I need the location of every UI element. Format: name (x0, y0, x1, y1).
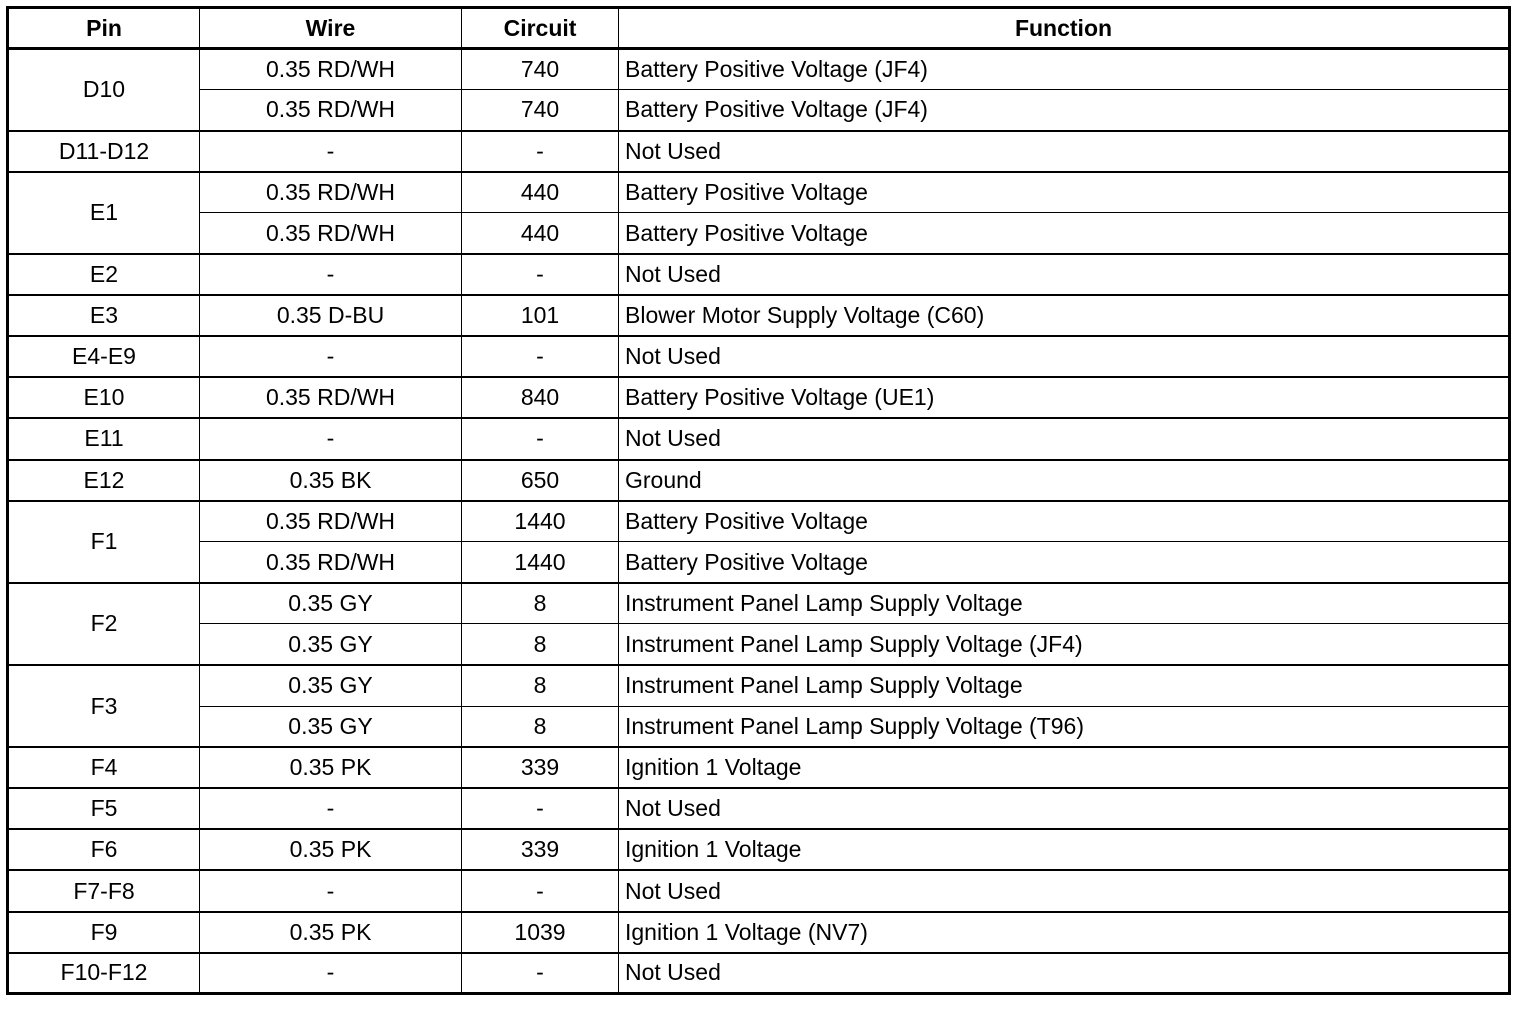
table-row (8, 460, 1510, 501)
table-row (8, 172, 1510, 213)
table-row (8, 418, 1510, 459)
table-row (8, 336, 1510, 377)
function-cell: Instrument Panel Lamp Supply Voltage (T96) (619, 706, 1510, 747)
function-cell: Not Used (619, 870, 1510, 911)
wire-header: Wire (200, 8, 462, 49)
pin-cell: E2 (8, 254, 200, 295)
pin-cell: E3 (8, 295, 200, 336)
circuit-cell: 339 (462, 747, 619, 788)
circuit-cell: - (462, 870, 619, 911)
pin-cell: F2 (8, 583, 200, 665)
circuit-cell: - (462, 131, 619, 172)
function-cell: Not Used (619, 254, 1510, 295)
table-row (8, 131, 1510, 172)
circuit-cell: 740 (462, 90, 619, 131)
wire-cell: - (200, 788, 462, 829)
wire-cell: - (200, 131, 462, 172)
circuit-cell: - (462, 336, 619, 377)
wire-cell: 0.35 RD/WH (200, 213, 462, 254)
wire-cell: - (200, 336, 462, 377)
pin-cell: F9 (8, 912, 200, 953)
wire-cell: 0.35 RD/WH (200, 49, 462, 90)
connector-pinout-table (6, 6, 1511, 995)
circuit-cell: 840 (462, 377, 619, 418)
pin-cell: F10-F12 (8, 953, 200, 994)
circuit-cell: 1039 (462, 912, 619, 953)
wire-cell: 0.35 D-BU (200, 295, 462, 336)
table-row (8, 542, 1510, 583)
wire-cell: 0.35 RD/WH (200, 501, 462, 542)
pin-cell: F4 (8, 747, 200, 788)
wire-cell: 0.35 RD/WH (200, 542, 462, 583)
circuit-cell: - (462, 254, 619, 295)
function-cell: Battery Positive Voltage (619, 172, 1510, 213)
wire-cell: - (200, 418, 462, 459)
pin-cell: D10 (8, 49, 200, 131)
pin-cell: E1 (8, 172, 200, 254)
table-row (8, 501, 1510, 542)
circuit-cell: 339 (462, 829, 619, 870)
pin-cell: E4-E9 (8, 336, 200, 377)
function-cell: Not Used (619, 131, 1510, 172)
table-row (8, 583, 1510, 624)
function-cell: Not Used (619, 788, 1510, 829)
function-cell: Blower Motor Supply Voltage (C60) (619, 295, 1510, 336)
circuit-cell: 101 (462, 295, 619, 336)
wire-cell: 0.35 GY (200, 665, 462, 706)
wire-cell: 0.35 PK (200, 912, 462, 953)
header-row (8, 8, 1510, 49)
circuit-cell: - (462, 788, 619, 829)
pin-cell: F3 (8, 665, 200, 747)
circuit-cell: 8 (462, 706, 619, 747)
circuit-cell: 440 (462, 213, 619, 254)
function-cell: Ignition 1 Voltage (NV7) (619, 912, 1510, 953)
circuit-cell: - (462, 418, 619, 459)
table-row (8, 665, 1510, 706)
wire-cell: 0.35 BK (200, 460, 462, 501)
circuit-cell: 650 (462, 460, 619, 501)
circuit-cell: - (462, 953, 619, 994)
wire-cell: 0.35 PK (200, 829, 462, 870)
table-row (8, 953, 1510, 994)
function-cell: Not Used (619, 418, 1510, 459)
wire-cell: 0.35 GY (200, 583, 462, 624)
pin-cell: F7-F8 (8, 870, 200, 911)
function-cell: Battery Positive Voltage (619, 501, 1510, 542)
table-row (8, 829, 1510, 870)
table-row (8, 912, 1510, 953)
pin-cell: E10 (8, 377, 200, 418)
pin-cell: F5 (8, 788, 200, 829)
table-row (8, 377, 1510, 418)
function-cell: Instrument Panel Lamp Supply Voltage (619, 665, 1510, 706)
function-header: Function (619, 8, 1510, 49)
function-cell: Battery Positive Voltage (JF4) (619, 90, 1510, 131)
wire-cell: - (200, 953, 462, 994)
table-row (8, 624, 1510, 665)
table-row (8, 706, 1510, 747)
function-cell: Not Used (619, 336, 1510, 377)
circuit-cell: 740 (462, 49, 619, 90)
circuit-cell: 8 (462, 624, 619, 665)
pin-header: Pin (8, 8, 200, 49)
circuit-cell: 440 (462, 172, 619, 213)
table-row (8, 788, 1510, 829)
wire-cell: 0.35 RD/WH (200, 172, 462, 213)
wire-cell: - (200, 870, 462, 911)
function-cell: Battery Positive Voltage (619, 213, 1510, 254)
circuit-cell: 1440 (462, 501, 619, 542)
table-row (8, 295, 1510, 336)
function-cell: Not Used (619, 953, 1510, 994)
function-cell: Battery Positive Voltage (619, 542, 1510, 583)
wire-cell: 0.35 GY (200, 624, 462, 665)
wire-cell: 0.35 PK (200, 747, 462, 788)
table-row (8, 213, 1510, 254)
table-row (8, 870, 1510, 911)
function-cell: Battery Positive Voltage (UE1) (619, 377, 1510, 418)
table-row (8, 90, 1510, 131)
wire-cell: 0.35 RD/WH (200, 90, 462, 131)
table-row (8, 49, 1510, 90)
function-cell: Battery Positive Voltage (JF4) (619, 49, 1510, 90)
wire-cell: 0.35 GY (200, 706, 462, 747)
table-row (8, 254, 1510, 295)
circuit-cell: 8 (462, 665, 619, 706)
circuit-cell: 1440 (462, 542, 619, 583)
pin-cell: E11 (8, 418, 200, 459)
function-cell: Ground (619, 460, 1510, 501)
pin-cell: D11-D12 (8, 131, 200, 172)
circuit-cell: 8 (462, 583, 619, 624)
function-cell: Instrument Panel Lamp Supply Voltage (JF4) (619, 624, 1510, 665)
wire-cell: 0.35 RD/WH (200, 377, 462, 418)
pin-cell: E12 (8, 460, 200, 501)
wire-cell: - (200, 254, 462, 295)
table-row (8, 747, 1510, 788)
pin-cell: F1 (8, 501, 200, 583)
function-cell: Ignition 1 Voltage (619, 747, 1510, 788)
circuit-header: Circuit (462, 8, 619, 49)
function-cell: Ignition 1 Voltage (619, 829, 1510, 870)
function-cell: Instrument Panel Lamp Supply Voltage (619, 583, 1510, 624)
pin-cell: F6 (8, 829, 200, 870)
